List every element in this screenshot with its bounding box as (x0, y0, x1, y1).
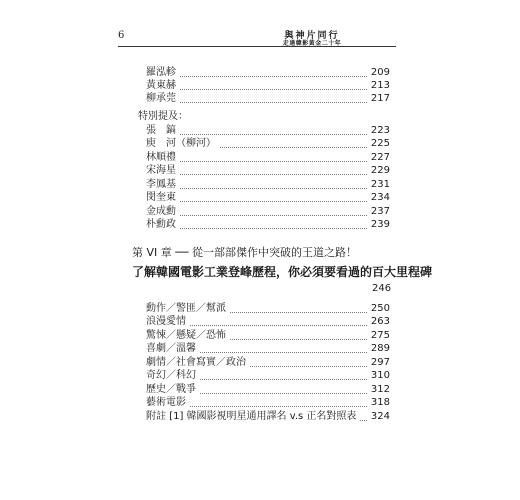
toc-entry (146, 329, 390, 343)
dot-leader (200, 379, 367, 380)
toc-entry-label: 柳承莞 (146, 93, 176, 104)
toc-entry-page: 225 (370, 138, 390, 149)
dot-leader (200, 393, 367, 394)
toc-entry-label: 林順禮 (146, 152, 176, 163)
toc-entry-label: 喜劇／溫馨 (146, 343, 196, 354)
toc-entry (146, 356, 390, 370)
dot-leader (180, 215, 367, 216)
dot-leader (180, 161, 367, 162)
dot-leader (250, 366, 367, 367)
dot-leader (200, 352, 367, 353)
toc-entry-label: 黃東赫 (146, 80, 176, 91)
toc-entry-page: 324 (370, 411, 390, 422)
book-title: 與神片同行 (284, 31, 340, 41)
toc-entry-page: 289 (370, 343, 390, 354)
toc-entry-label: 張 鎬 (146, 125, 176, 136)
toc-entry-page: 237 (370, 206, 390, 217)
toc-entry-label: 附註 [1] 韓國影視明星通用譯名 v.s 正名對照表 (146, 411, 357, 422)
dot-leader (180, 89, 367, 90)
toc-entry-label: 朴勳政 (146, 219, 176, 230)
toc-entry-page: 213 (370, 80, 390, 91)
toc-entry-page: 234 (370, 192, 390, 203)
toc-entry-page: 227 (370, 152, 390, 163)
dot-leader (220, 147, 367, 148)
dot-leader (190, 325, 367, 326)
dot-leader (190, 406, 367, 407)
toc-entry (146, 383, 390, 397)
toc-entry (146, 302, 390, 316)
toc-entry (146, 315, 390, 329)
toc-entry (146, 178, 390, 192)
toc-entry (146, 137, 390, 151)
dot-leader (230, 312, 367, 313)
dot-leader (360, 420, 366, 421)
chapter-page: 246 (372, 283, 392, 294)
toc-entry-label: 歷史／戰爭 (146, 384, 196, 395)
toc-entry (146, 396, 390, 410)
toc-entry-page: 231 (370, 179, 390, 190)
toc-entry-label: 奇幻／科幻 (146, 370, 196, 381)
toc-entry (146, 205, 390, 219)
page-number: 6 (118, 30, 125, 41)
toc-entry-label: 藝術電影 (146, 397, 186, 408)
toc-entry (146, 342, 390, 356)
dot-leader (180, 76, 367, 77)
chapter-title: 第 VI 章 ── 從一部部傑作中突破的王道之路！ (132, 246, 357, 259)
toc-entry-label: 動作／警匪／幫派 (146, 303, 226, 314)
toc-entry-label: 宋海星 (146, 165, 176, 176)
toc-entry-page: 275 (370, 330, 390, 341)
toc-entry (146, 66, 390, 80)
toc-entry (146, 369, 390, 383)
toc-entry-label: 閔奎東 (146, 192, 176, 203)
chapter-subtitle: 了解韓國電影工業登峰歷程，你必須要看過的百大里程碑 (132, 265, 433, 279)
book-subtitle: 走過韓影黃金二十年 (282, 40, 342, 47)
dot-leader (230, 339, 367, 340)
toc-entry (146, 92, 390, 106)
toc-entry-label: 庾 河（柳河） (146, 138, 216, 149)
toc-entry (146, 164, 390, 178)
toc-entry-page: 250 (370, 303, 390, 314)
toc-entry (146, 410, 390, 424)
toc-entry-label: 驚悚／懸疑／恐怖 (146, 330, 226, 341)
toc-entry-page: 310 (370, 370, 390, 381)
toc-entry-page: 239 (370, 219, 390, 230)
toc-entry-label: 李鳳基 (146, 179, 176, 190)
toc-entry-page: 229 (370, 165, 390, 176)
toc-entry (146, 151, 390, 165)
dot-leader (180, 188, 367, 189)
toc-entry-label: 羅泓軫 (146, 67, 176, 78)
dot-leader (180, 174, 367, 175)
toc-entry-page: 209 (370, 67, 390, 78)
toc-entry (146, 218, 390, 232)
running-header (118, 30, 396, 47)
toc-entry-label: 金成勳 (146, 206, 176, 217)
toc-entry-page: 312 (370, 384, 390, 395)
dot-leader (180, 201, 367, 202)
toc-entry-page: 297 (370, 357, 390, 368)
dot-leader (180, 134, 367, 135)
toc-entry-label: 劇情／社會寫實／政治 (146, 357, 246, 368)
toc-entry-page: 217 (370, 93, 390, 104)
toc-entry-page: 223 (370, 125, 390, 136)
special-heading: 特別提及： (138, 111, 188, 122)
toc-entry-label: 浪漫愛情 (146, 316, 186, 327)
dot-leader (180, 228, 367, 229)
toc-entry-page: 318 (370, 397, 390, 408)
toc-entry (146, 124, 390, 138)
dot-leader (180, 102, 367, 103)
toc-entry (146, 191, 390, 205)
toc-entry (146, 79, 390, 93)
toc-entry-page: 263 (370, 316, 390, 327)
